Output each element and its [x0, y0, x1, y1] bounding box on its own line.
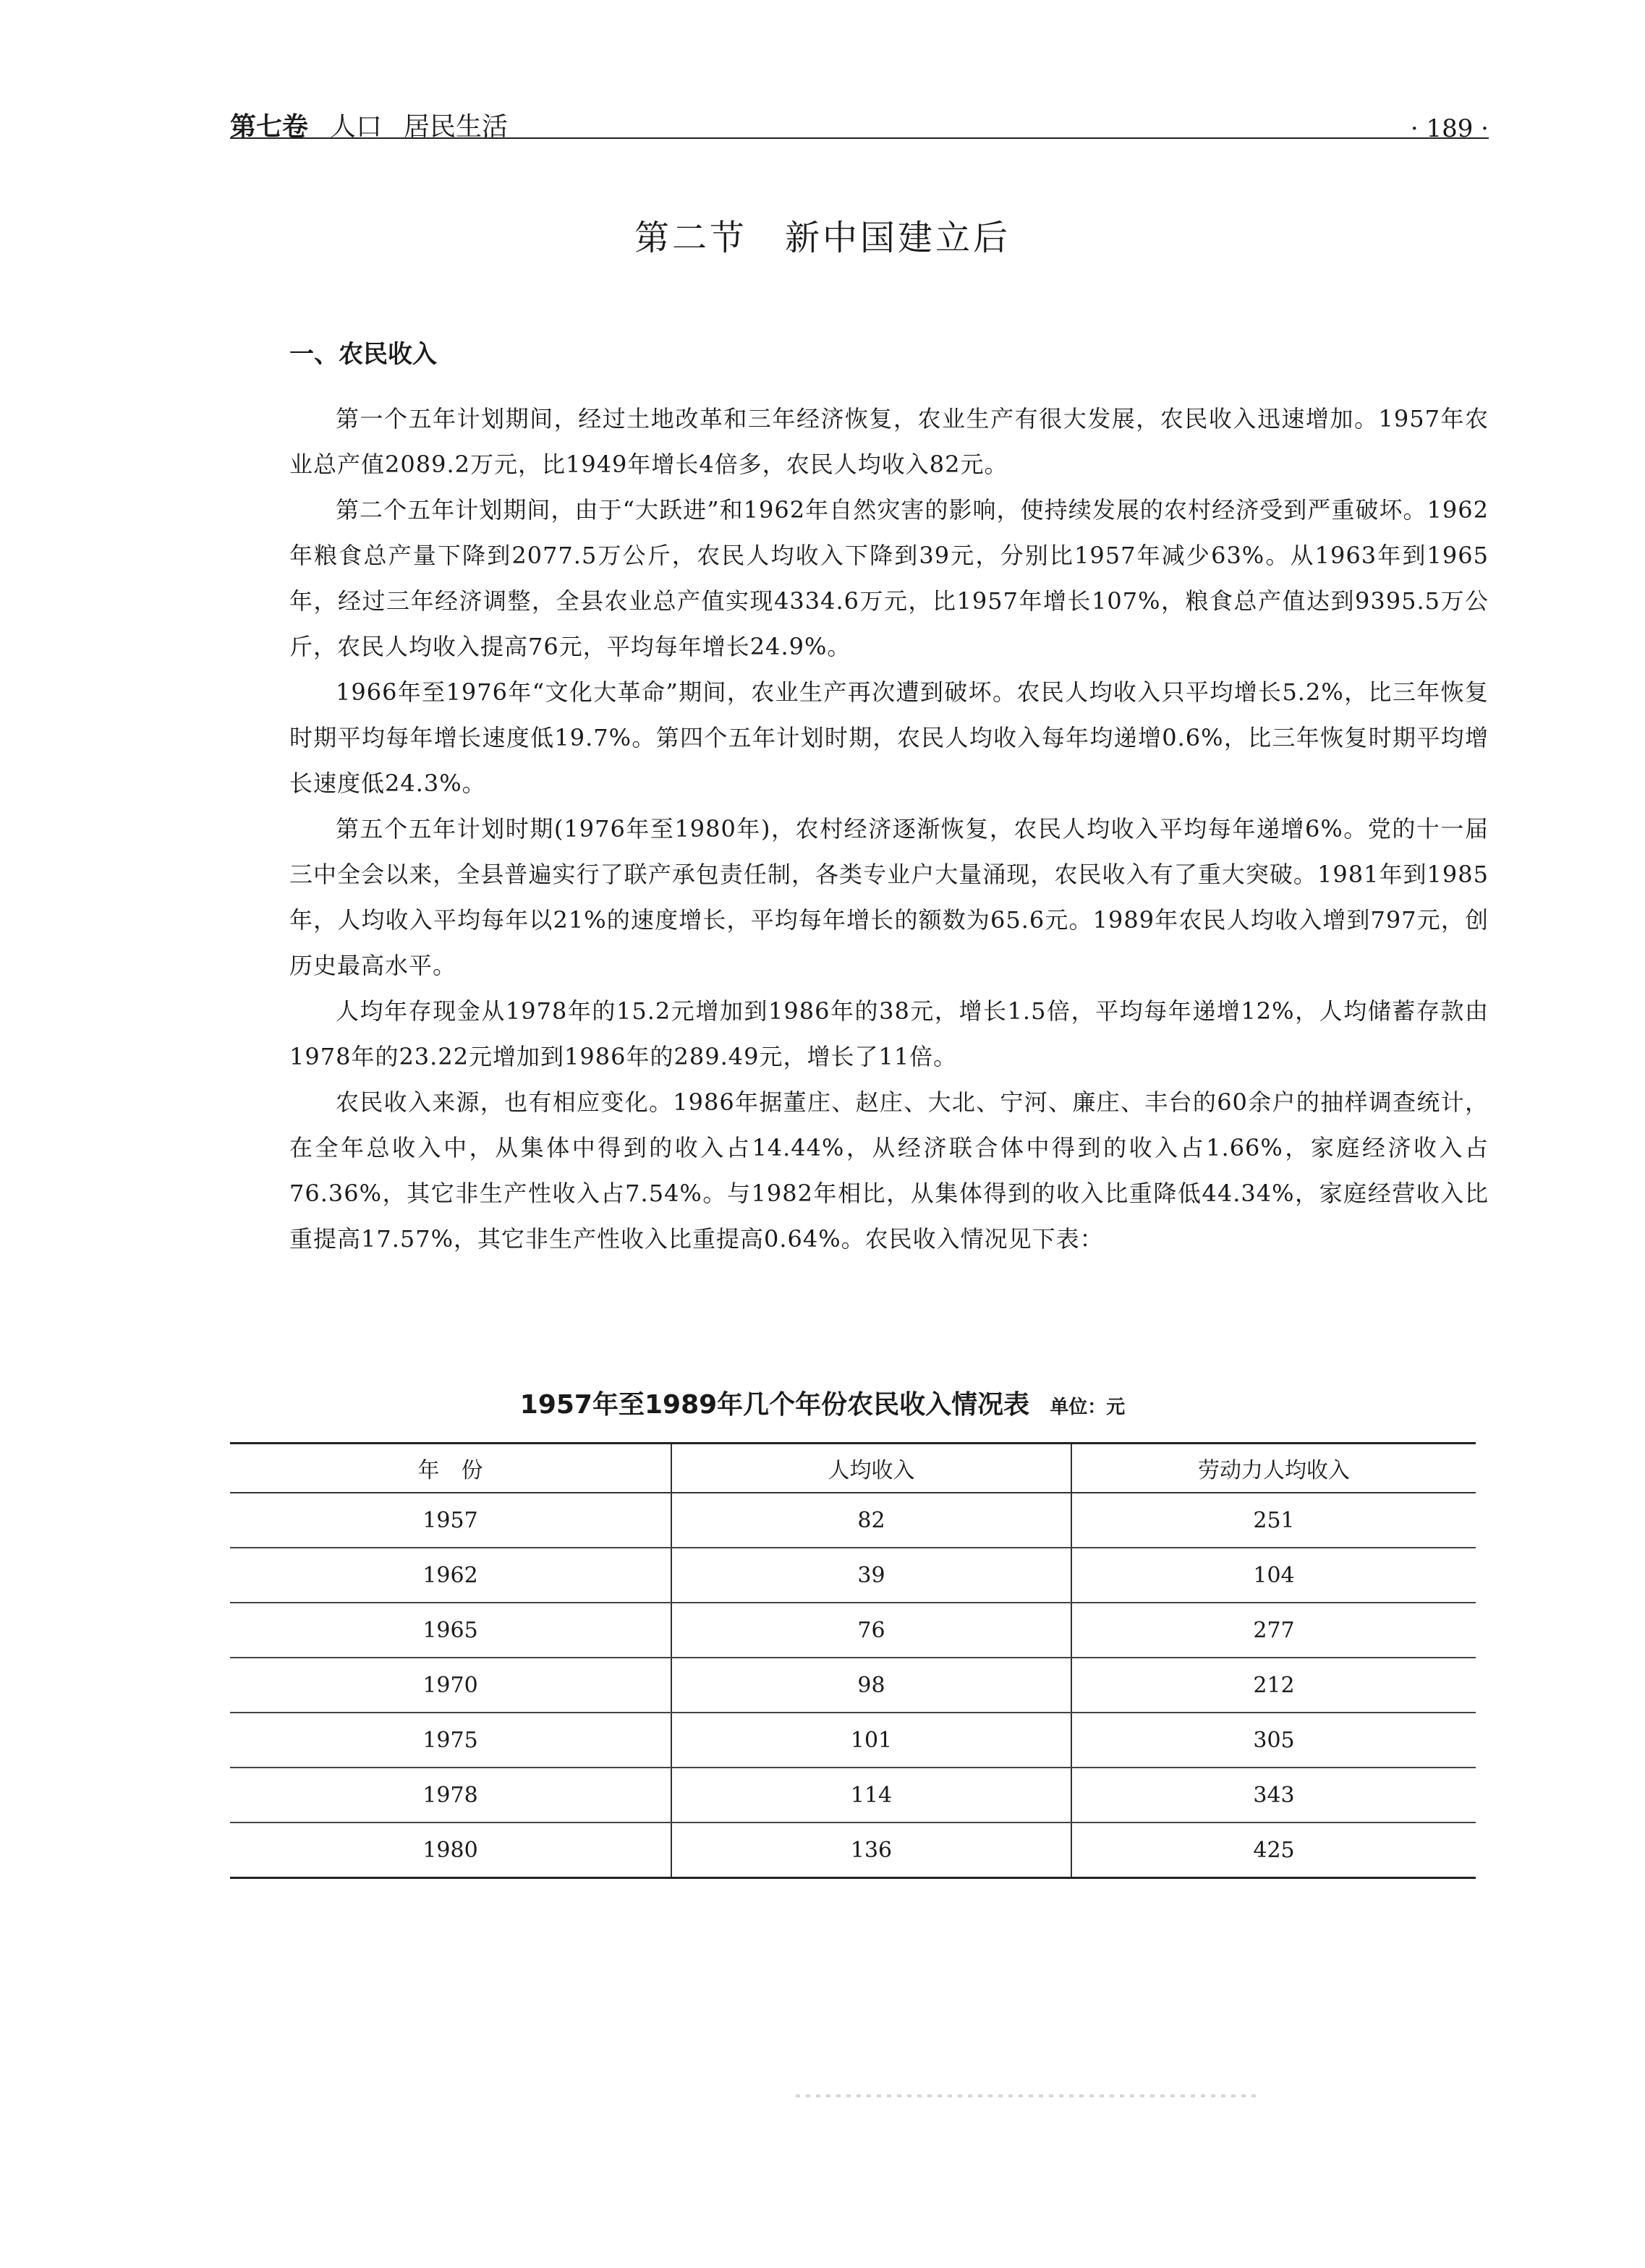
cell-year: 1978 — [230, 1768, 671, 1822]
cell-year: 1965 — [230, 1603, 671, 1658]
cell-labor: 425 — [1071, 1822, 1476, 1878]
header-subtopic: 居民生活 — [404, 112, 509, 142]
paragraph: 第一个五年计划期间，经过土地改革和三年经济恢复，农业生产有很大发展，农民收入迅速增加。1957年农业总产值2089.2万元，比1949年增长4倍多，农民人均收入82元。 — [289, 405, 1489, 478]
paragraph: 第五个五年计划时期(1976年至1980年)，农村经济逐渐恢复，农民人均收入平均每年递增6%。党的十一届三中全会以来，全县普遍实行了联产承包责任制，各类专业户大量涌现，农民收入有了重大突破。1981年到1985年，人均收入平均每年以21%的速度增长，平均每年增长的额数为65.6元。1989年农民人均收入增到797元，创历史最高水平。 — [289, 815, 1489, 979]
cell-labor: 305 — [1071, 1713, 1476, 1768]
cell-year: 1957 — [230, 1493, 671, 1548]
cell-year: 1980 — [230, 1822, 671, 1878]
table-title: 1957年至1989年几个年份农民收入情况表 — [519, 1390, 1030, 1420]
header-per-capita-income: 人均收入 — [671, 1444, 1071, 1493]
cell-per-capita: 136 — [671, 1822, 1071, 1878]
table-row — [230, 1603, 1476, 1658]
cell-labor: 251 — [1071, 1493, 1476, 1548]
cell-per-capita: 98 — [671, 1658, 1071, 1713]
cell-per-capita: 82 — [671, 1493, 1071, 1548]
header-year: 年 份 — [230, 1444, 671, 1493]
header-rule — [230, 137, 1489, 139]
cell-labor: 343 — [1071, 1768, 1476, 1822]
cell-labor: 212 — [1071, 1658, 1476, 1713]
table-unit: 单位：元 — [1050, 1397, 1126, 1418]
section-title: 第二节 新中国建立后 — [634, 218, 1011, 258]
scan-artifact — [796, 2094, 1259, 2097]
table-row — [230, 1713, 1476, 1768]
paragraph: 人均年存现金从1978年的15.2元增加到1986年的38元，增长1.5倍，平均每年递增12%，人均储蓄存款由1978年的23.22元增加到1986年的289.49元，增长了11倍。 — [289, 997, 1489, 1070]
cell-labor: 104 — [1071, 1548, 1476, 1603]
header-topic: 人口 — [330, 112, 383, 142]
header-labor-income: 劳动力人均收入 — [1071, 1444, 1476, 1493]
cell-year: 1975 — [230, 1713, 671, 1768]
paragraph: 1966年至1976年“文化大革命”期间，农业生产再次遭到破坏。农民人均收入只平均增长5.2%，比三年恢复时期平均每年增长速度低19.7%。第四个五年计划时期，农民人均收入每年均递增0.6%，比三年恢复时期平均增长速度低24.3%。 — [289, 678, 1489, 797]
table-row — [230, 1548, 1476, 1603]
table-header-row — [230, 1444, 1476, 1493]
header-volume: 第七卷 — [230, 112, 309, 142]
cell-per-capita: 76 — [671, 1603, 1071, 1658]
page-number: · 189 · — [1410, 114, 1489, 143]
cell-per-capita: 114 — [671, 1768, 1071, 1822]
cell-year: 1970 — [230, 1658, 671, 1713]
subsection-title: 一、农民收入 — [289, 340, 437, 369]
paragraph: 第二个五年计划期间，由于“大跃进”和1962年自然灾害的影响，使持续发展的农村经济受到严重破坏。1962年粮食总产量下降到2077.5万公斤，农民人均收入下降到39元，分别比1957年减少63%。从1963年到1965年，经过三年经济调整，全县农业总产值实现4334.6万元，比1957年增长107%，粮食总产值达到9395.5万公斤，农民人均收入提高76元，平均每年增长24.9%。 — [289, 496, 1489, 660]
table-row — [230, 1822, 1476, 1878]
body-text — [289, 396, 1489, 1262]
cell-labor: 277 — [1071, 1603, 1476, 1658]
paragraph: 农民收入来源，也有相应变化。1986年据董庄、赵庄、大北、宁河、廉庄、丰台的60余户的抽样调查统计，在全年总收入中，从集体中得到的收入占14.44%，从经济联合体中得到的收入占1.66%，家庭经济收入占76.36%，其它非生产性收入占7.54%。与1982年相比，从集体得到的收入比重降低44.34%，家庭经营收入比重提高17.57%，其它非生产性收入比重提高0.64%。农民收入情况见下表： — [289, 1088, 1489, 1253]
table-row — [230, 1768, 1476, 1822]
running-header — [230, 85, 1489, 143]
table-row — [230, 1658, 1476, 1713]
income-table — [230, 1442, 1476, 1879]
cell-per-capita: 39 — [671, 1548, 1071, 1603]
cell-year: 1962 — [230, 1548, 671, 1603]
table-caption — [0, 1384, 1645, 1421]
cell-per-capita: 101 — [671, 1713, 1071, 1768]
table-row — [230, 1493, 1476, 1548]
